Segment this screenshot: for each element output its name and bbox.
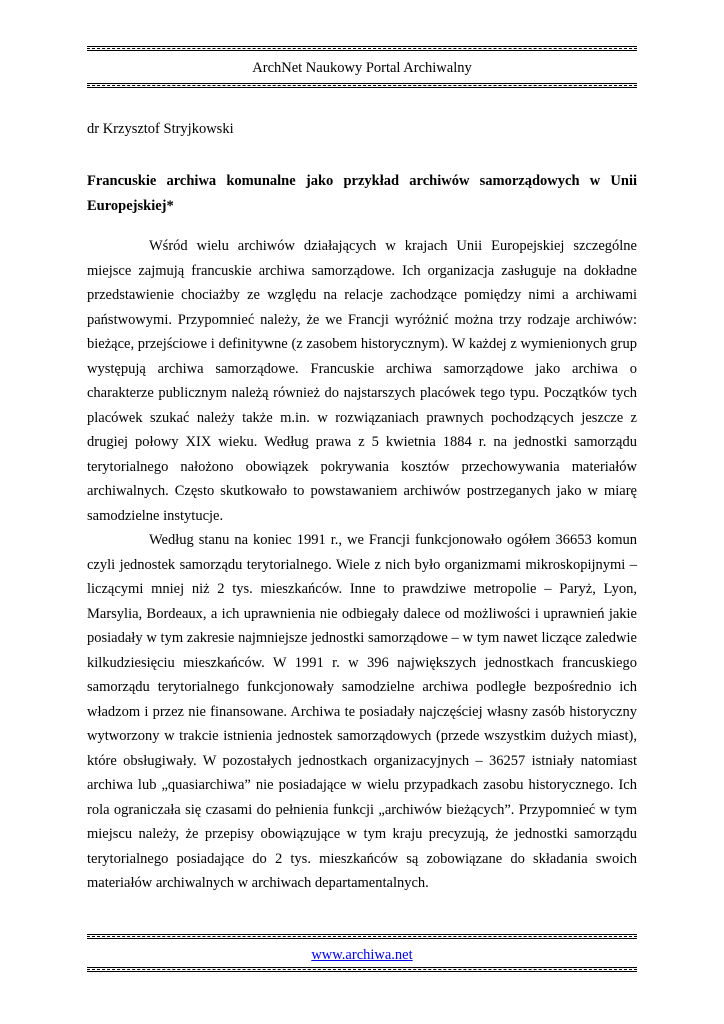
portal-header-title: ArchNet Naukowy Portal Archiwalny [252,60,472,76]
footer-top-rule [87,934,637,939]
footer-bottom-rule [87,967,637,972]
archiwa-website-link[interactable]: www.archiwa.net [311,947,413,963]
header-top-rule [87,46,637,51]
article-body [87,234,637,896]
footer [87,946,637,964]
header-bottom-rule [87,83,637,88]
article-title: Francuskie archiwa komunalne jako przykład archiwów samorządowych w Unii Europejskiej* [87,173,637,214]
body-paragraph-2: Według stanu na koniec 1991 r., we Francji funkcjonowało ogółem 36653 komun czyli jednostek samorządu terytorialnego. Wiele z nich było organizmami mikroskopijnymi – liczącymi mniej niż 2 tys. mieszkańców. Inne to prawdziwe metropolie – Paryż, Lyon, Marsylia, Bordeaux, a ich uprawnienia nie odbiegały dalece od możliwości i uprawnień jakie posiadały w tym zakresie najmniejsze jednostki samorządowe – w tym nawet liczące zaledwie kilkudziesięciu mieszkańców. W 1991 r. w 396 największych jednostkach francuskiego samorządu terytorialnego funkcjonowały samodzielne archiwa podległe bezpośrednio ich władzom i przez nie finansowane. Archiwa te posiadały najczęściej własny zasób historyczny wytworzony w trakcie istnienia jednostek samorządowych (przede wszystkim dużych miast), które obsługiwały. W pozostałych jednostkach organizacyjnych – 36257 istniały natomiast archiwa lub „quasiarchiwa” nie posiadające w wielu przypadkach zasobu historycznego. Ich rola ograniczała się czasami do pełnienia funkcji „archiwów bieżących”. Przypomnieć w tym miejscu należy, że przepisy obowiązujące w tym kraju precyzują, że jednostki samorządu terytorialnego posiadające do 2 tys. mieszkańców są zobowiązane do składania swoich materiałów archiwalnych w archiwach departamentalnych. [87,532,637,891]
body-paragraph-1: Wśród wielu archiwów działających w krajach Unii Europejskiej szczególne miejsce zajmują francuskie archiwa samorządowe. Ich organizacja zasługuje na dokładne przedstawienie chociażby ze względu na relacje zachodzące pomiędzy nimi a archiwami państwowymi. Przypomnieć należy, że we Francji wyróżnić można trzy rodzaje archiwów: bieżące, przejściowe i definitywne (z zasobem historycznym). W każdej z wymienionych grup występują archiwa samorządowe. Francuskie archiwa samorządowe jako archiwa o charakterze publicznym należą również do najstarszych placówek tego typu. Początków tych placówek szukać należy także m.in. w rozwiązaniach prawnych pochodzących jeszcze z drugiej połowy XIX wieku. Według prawa z 5 kwietnia 1884 r. na jednostki samorządu terytorialnego nałożono obowiązek pokrywania kosztów przechowywania materiałów archiwalnych. Często skutkowało to powstawaniem archiwów postrzeganych jako w miarę samodzielne instytucje. [87,238,637,524]
article-author: dr Krzysztof Stryjkowski [87,121,234,137]
